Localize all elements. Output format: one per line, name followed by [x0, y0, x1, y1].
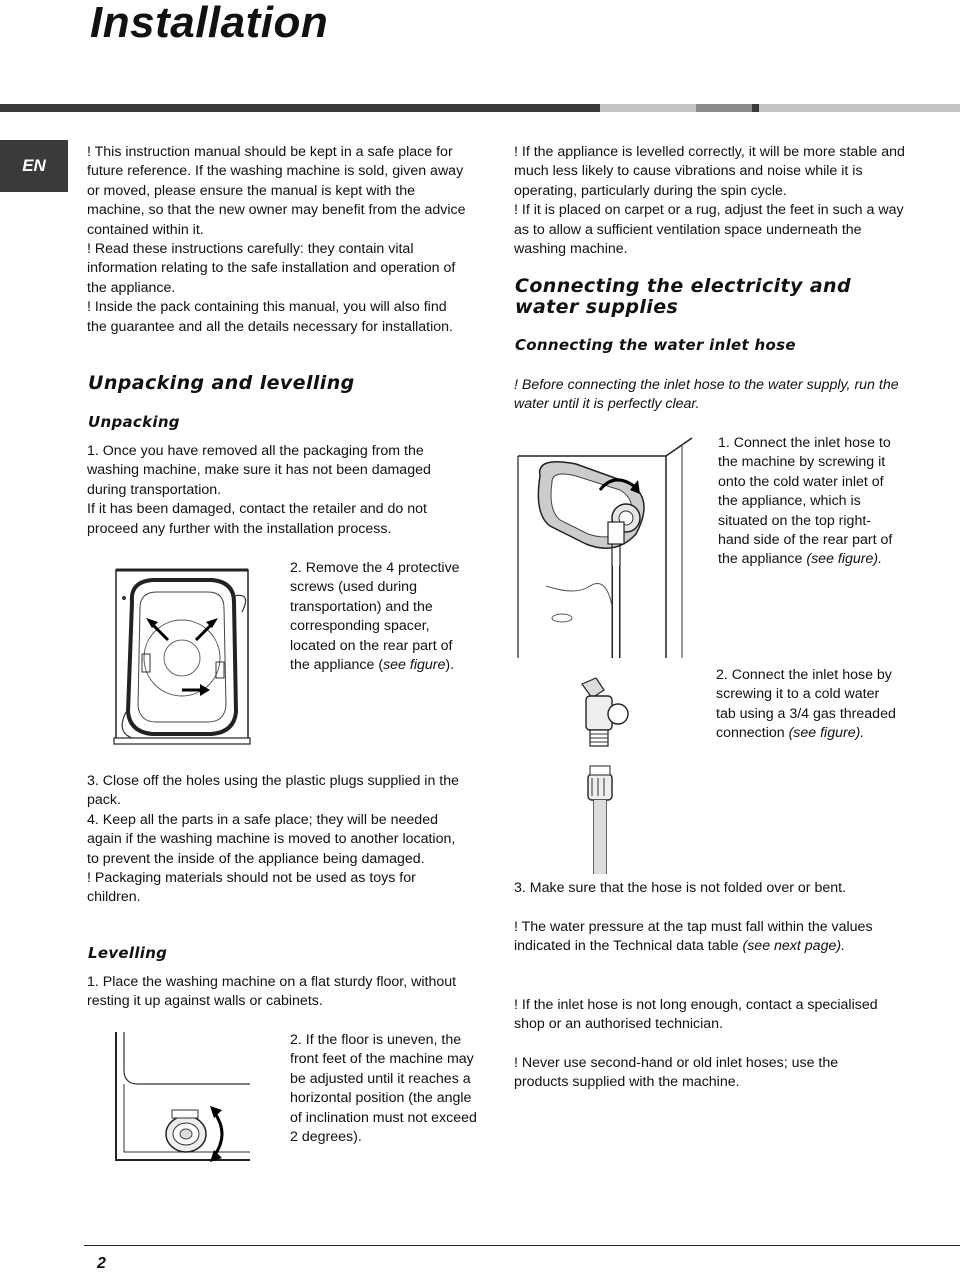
- unpacking-step1: [87, 442, 469, 539]
- old-hose-text: ! Never use second-hand or old inlet hoses; use the products supplied with the machine.: [514, 1055, 839, 1091]
- header-bar-accent: [752, 104, 759, 112]
- levelling-step1: [87, 973, 471, 1012]
- footer-divider: [84, 1245, 960, 1246]
- intro-paragraph: ! Inside the pack containing this manual, you will also find the guarantee and all the details necessary for installation.: [87, 299, 453, 335]
- unpacking-step2-text: 2. Remove the 4 protective screws (used during transportation) and the corresponding spacer, located on the rear part of the appliance (: [290, 560, 460, 674]
- language-tab: EN: [0, 140, 68, 192]
- unpacking-step1b-text: If it has been damaged, contact the retailer and do not proceed any further with the installation process.: [87, 501, 427, 537]
- before-connecting-text: ! Before connecting the inlet hose to the water supply, run the water until it is perfectly clear.: [514, 377, 899, 413]
- tap-hose-figure: [568, 676, 648, 876]
- unpacking-step1-text: 1. Once you have removed all the packaging from the washing machine, make sure it has not been damaged during transportation.: [87, 443, 431, 498]
- before-connecting-note: [514, 376, 906, 415]
- levelling-heading: Levelling: [88, 944, 168, 962]
- intro-text: [87, 143, 469, 337]
- intro-paragraph: ! This instruction manual should be kept in a safe place for future reference. If the washing machine is sold, given away or moved, please ensure the manual is kept with the machine, so that the new owner may benefit from the advice contained within it.: [87, 144, 466, 238]
- unpacking-heading: Unpacking: [88, 413, 180, 431]
- unpacking-warning-text: ! Packaging materials should not be used as toys for children.: [87, 870, 416, 906]
- levelling-step1-text: 1. Place the washing machine on a flat sturdy floor, without resting it up against walls or cabinets.: [87, 974, 457, 1010]
- connect-step2-fig: (see figure).: [788, 725, 865, 742]
- unpacking-step3-text: 3. Close off the holes using the plastic plugs supplied in the pack.: [87, 773, 460, 809]
- water-inlet-figure: [516, 436, 696, 658]
- old-hose-note: [514, 1054, 894, 1093]
- unpacking-levelling-heading: Unpacking and levelling: [88, 372, 355, 394]
- right-intro-paragraph: ! If it is placed on carpet or a rug, adjust the feet in such a way as to allow a sufficient ventilation space underneath the washing machine.: [514, 202, 904, 258]
- pressure-note-text: ! The water pressure at the tap must fall within the values indicated in the Technical data table: [514, 919, 873, 955]
- header-bar-mid: [696, 104, 752, 112]
- page-number: 2: [97, 1255, 106, 1272]
- unpacking-step4-text: 4. Keep all the parts in a safe place; they will be needed again if the washing machine is moved to another location, to prevent the inside of the appliance being damaged.: [87, 811, 456, 867]
- pressure-note: [514, 918, 894, 957]
- rear-view-figure: [112, 562, 262, 748]
- intro-paragraph: ! Read these instructions carefully: they contain vital information relating to the safe installation and operation of the appliance.: [87, 241, 456, 296]
- unpacking-step2: [290, 559, 476, 675]
- connect-step3: [514, 879, 906, 898]
- unpacking-steps-3-4: [87, 772, 471, 908]
- connect-step1-text: 1. Connect the inlet hose to the machine by screwing it onto the cold water inlet of the appliance, which is situated on the top right-hand side of the rear part of the appliance: [718, 435, 893, 568]
- header-bar-light: [600, 104, 696, 112]
- header-bar-end: [759, 104, 960, 112]
- right-intro-paragraph: ! If the appliance is levelled correctly, it will be more stable and much less likely to cause vibrations and noise while it is operating, particularly during the spin cycle.: [514, 144, 905, 199]
- connecting-heading: Connecting the electricity and water supplies: [515, 275, 851, 318]
- page-title: Installation: [90, 0, 329, 47]
- unpacking-step2-fig: see figure: [383, 657, 446, 674]
- hose-length-text: ! If the inlet hose is not long enough, contact a specialised shop or an authorised technician.: [514, 997, 878, 1033]
- connect-step3-text: 3. Make sure that the hose is not folded over or bent.: [514, 880, 847, 896]
- pressure-note-fig: (see next page).: [742, 938, 846, 955]
- connect-step1: [718, 434, 900, 570]
- right-intro-text: [514, 143, 906, 259]
- hose-length-note: [514, 996, 894, 1035]
- levelling-foot-figure: [112, 1030, 262, 1170]
- connect-step2-text: 2. Connect the inlet hose by screwing it to a cold water tab using a 3/4 gas threaded connection: [716, 667, 896, 742]
- levelling-step2-text: 2. If the floor is uneven, the front feet of the machine may be adjusted until it reaches a horizontal position (the angle of inclination must not exceed 2 degrees).: [290, 1032, 477, 1146]
- inlet-hose-heading: Connecting the water inlet hose: [515, 336, 796, 354]
- unpacking-step2-end: ).: [445, 657, 455, 674]
- connect-step2: [716, 666, 902, 744]
- header-bar-dark: [0, 104, 600, 112]
- connect-step1-fig: (see figure).: [806, 551, 883, 568]
- levelling-step2: [290, 1031, 478, 1147]
